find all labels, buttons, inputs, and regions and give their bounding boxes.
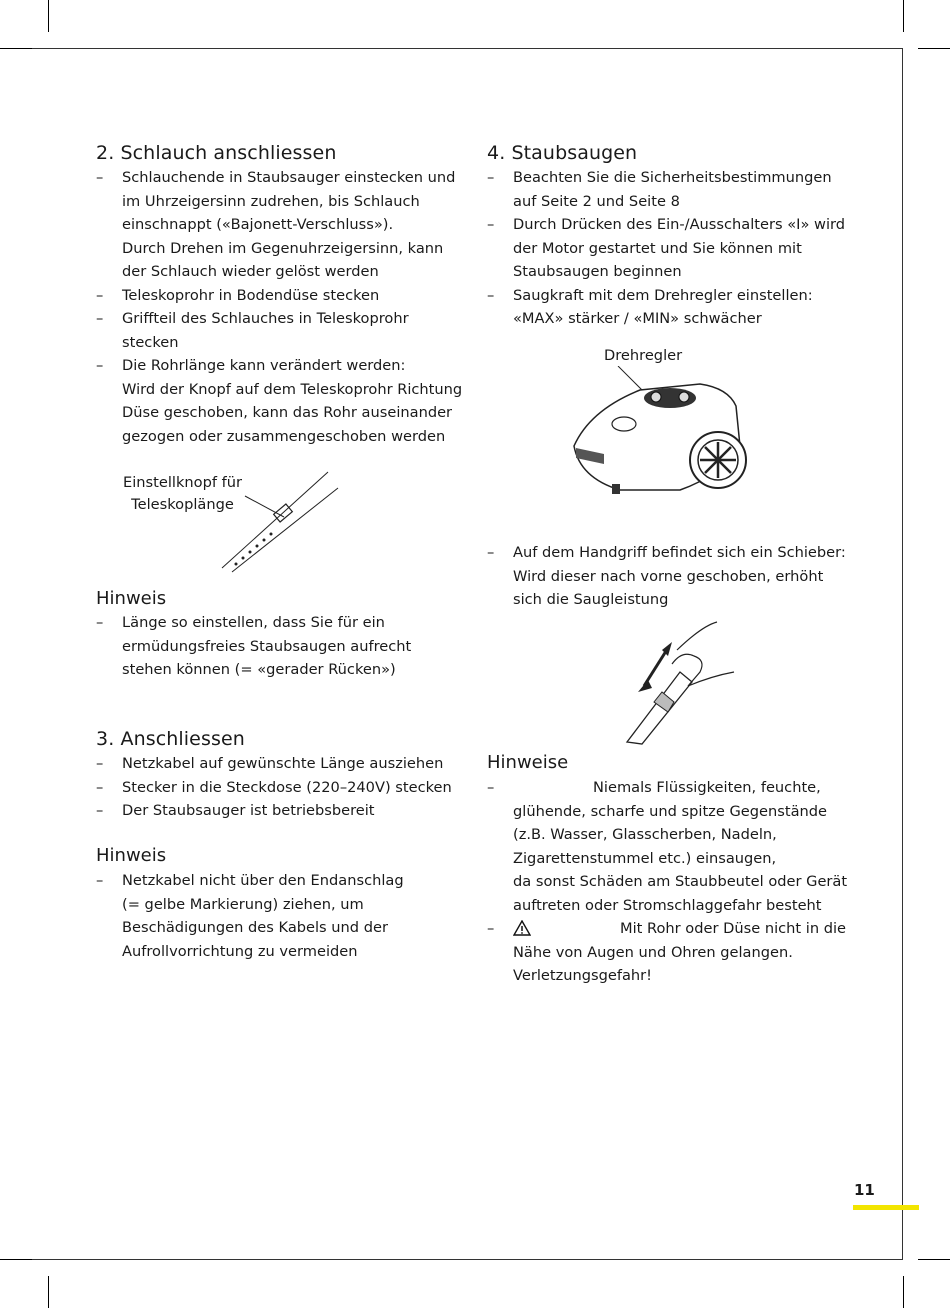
list-item: – Der Staubsauger ist betriebsbereit <box>96 802 375 819</box>
schlauch-list <box>96 166 476 448</box>
hinweis-list-1 <box>96 611 476 682</box>
list-item: – Stecker in die Steckdose (220–240V) stecken <box>96 778 452 796</box>
crop-mark <box>903 1276 904 1308</box>
crop-mark <box>0 1259 32 1260</box>
warning-icon <box>513 920 531 936</box>
schieber-list <box>487 541 867 612</box>
list-item: – Teleskoprohr in Bodendüse stecken <box>96 286 380 304</box>
list-item: – Länge so einstellen, dass Sie für ein ermüdungsfreies Staubsaugen aufrecht stehen können (= «gerader Rücken») <box>96 614 412 678</box>
page-number: 11 <box>854 1181 875 1199</box>
list-item: – Niemals Flüssigkeiten, feuchte, glühende, scharfe und spitze Gegenstände (z.B. Wasser, Glasscherben, Nadeln, Zigarettenstummel etc.) einsaugen, da sonst Schäden am Staubbeutel oder Gerät auftreten oder Stromschlaggefahr besteht <box>487 779 848 914</box>
handle-slider-illustration <box>622 620 742 745</box>
vacuum-cleaner-illustration <box>560 366 760 506</box>
crop-mark <box>48 0 49 32</box>
telescopic-tube-illustration <box>210 468 350 573</box>
figure-label-einstellknopf: Einstellknopf für Teleskoplänge <box>123 474 242 513</box>
list-item: – Schlauchende in Staubsauger einstecken und im Uhrzeigersinn zudrehen, bis Schlauch einschnappt («Bajonett-Verschluss»). Durch Drehen im Gegenuhrzeigersinn, kann der Schlauch wieder gelöst werden <box>96 169 456 280</box>
list-item: – Netzkabel auf gewünschte Länge ausziehen <box>96 755 444 772</box>
section-heading-staubsaugen: 4. Staubsaugen <box>487 142 638 164</box>
list-item: – Mit Rohr oder Düse nicht in die Nähe von Augen und Ohren gelangen. Verletzungsgefahr! <box>487 920 847 984</box>
crop-mark <box>48 1276 49 1308</box>
hinweis-list-2 <box>96 869 476 963</box>
hinweise-list <box>487 776 867 988</box>
staubsaugen-list <box>487 166 867 331</box>
list-item: – Griffteil des Schlauches in Teleskoprohr stecken <box>96 310 409 351</box>
list-item: – Auf dem Handgriff befindet sich ein Schieber: Wird dieser nach vorne geschoben, erhöht sich die Saugleistung <box>487 544 846 608</box>
trim-line-right <box>902 48 903 1260</box>
list-item: – Durch Drücken des Ein-/Ausschalters «I» wird der Motor gestartet und Sie können mit Staubsaugen beginnen <box>487 216 846 280</box>
figure-label-drehregler: Drehregler <box>604 347 683 364</box>
crop-mark <box>918 48 950 49</box>
hinweise-heading: Hinweise <box>487 752 569 773</box>
list-item: – Saugkraft mit dem Drehregler einstellen: «MAX» stärker / «MIN» schwächer <box>487 286 813 327</box>
crop-mark <box>903 0 904 32</box>
crop-mark <box>918 1259 950 1260</box>
hinweis-heading-2: Hinweis <box>96 845 167 866</box>
list-item: – Beachten Sie die Sicherheitsbestimmungen auf Seite 2 und Seite 8 <box>487 169 832 210</box>
trim-line-bottom <box>32 1259 902 1260</box>
list-item: – Die Rohrlänge kann verändert werden: Wird der Knopf auf dem Teleskoprohr Richtung Düse geschoben, kann das Rohr auseinander gezogen oder zusammengeschoben werden <box>96 357 463 445</box>
section-heading-schlauch: 2. Schlauch anschliessen <box>96 142 337 164</box>
page-number-accent-bar <box>853 1205 919 1210</box>
section-heading-anschliessen: 3. Anschliessen <box>96 728 245 750</box>
list-item: – Netzkabel nicht über den Endanschlag (= gelbe Markierung) ziehen, um Beschädigungen des Kabels und der Aufrollvorrichtung zu vermeiden <box>96 872 404 960</box>
anschliessen-list <box>96 752 476 823</box>
crop-mark <box>0 48 32 49</box>
hinweis-heading-1: Hinweis <box>96 588 167 609</box>
trim-line-top <box>32 48 902 49</box>
